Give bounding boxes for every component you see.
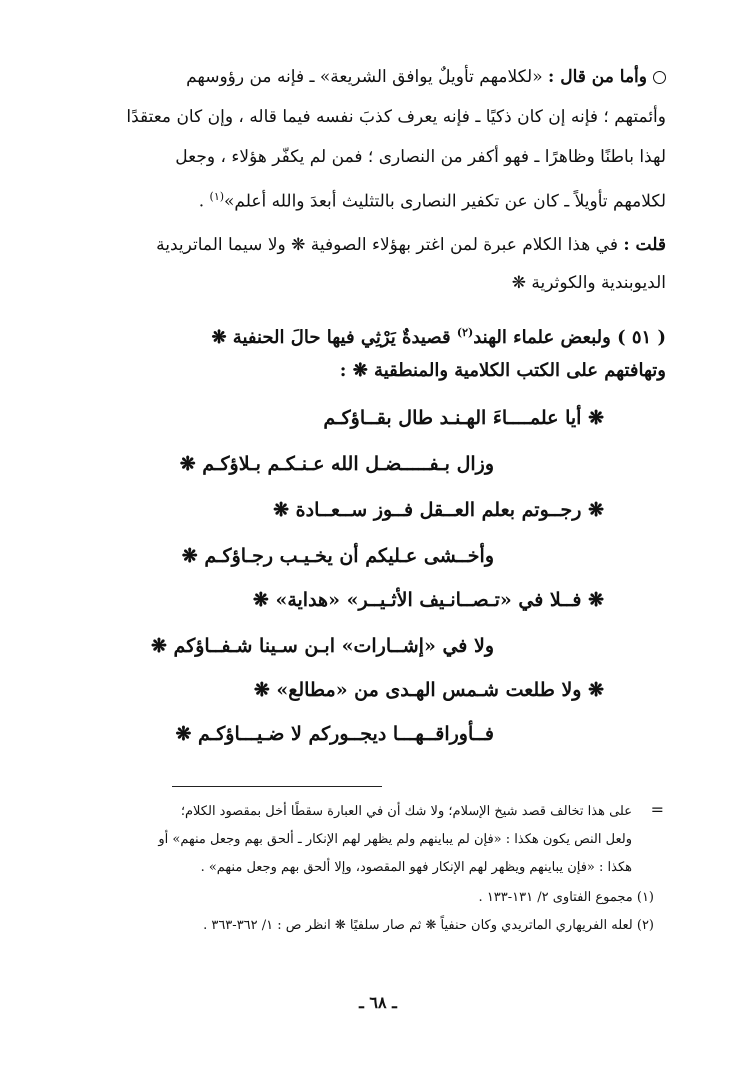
poem-verse-1: ❋ أيا علمــــاءَ الهـنـد طال بقــاؤكـم (323, 407, 604, 429)
paragraph-line-3: لهذا باطنًا وظاهرًا ـ فهو أكفر من النصارى ؛ فمن لم يكفّر هؤلاء ، وجعل (175, 147, 666, 167)
paragraph-line-2: وأئمتهم ؛ فإنه إن كان ذكيًا ـ فإنه يعرف كذبَ نفسه فيما قاله ، وإن كان معتقدًا (126, 107, 666, 127)
footnote-cont-line-1: على هذا تخالف قصد شيخ الإسلام؛ ولا شك أن في العبارة سقطًا أخل بمقصود الكلام؛ (180, 804, 632, 819)
poem-verse-3: ❋ رجــوتم بعلم العــقل فــوز ســعــادة ❋ (273, 499, 604, 521)
paragraph-line-1 (186, 62, 666, 92)
poem-verse-2: وزال بـفـــــضـل الله عـنـكـم بـلاؤكـم ❋ (179, 453, 494, 475)
footnote-1: (١) مجموع الفتاوى ٢/ ١٣١-١٣٣ . (478, 890, 654, 905)
footnote-ref-2: (٢) (456, 326, 474, 339)
poem-verse-6: ولا في «إشــارات» ابـن سـينا شـفــاؤكم ❋ (151, 635, 494, 657)
poem-verse-8: فــأوراقــهـــا ديجــوركم لا ضـيـــاؤكـم ❋ (175, 723, 494, 745)
poem-verse-4: وأخــشى عـليكم أن يخـيـب رجـاؤكـم ❋ (181, 545, 494, 567)
qult-text: في هذا الكلام عبرة لمن اغتر بهؤلاء الصوفية ❋ ولا سيما الماتريدية (156, 235, 624, 255)
line-text: «لكلامهم تأويلٌ يوافق الشريعة» ـ فإنه من رؤوسهم (186, 67, 543, 87)
line-text: لكلامهم تأويلاً ـ كان عن تكفير النصارى بالتثليث أبعدَ والله أعلم» (224, 191, 666, 212)
section-heading (211, 318, 666, 353)
footnote-2: (٢) لعله الفريهاري الماتريدي وكان حنفياً ❋ ثم صار سلفيًا ❋ انظر ص : ١/ ٣٦٢-٣٦٣ . (203, 918, 654, 933)
paragraph-line-4 (199, 182, 666, 217)
footnote-separator (172, 786, 382, 787)
poem-verse-5: ❋ فــلا في «تـصــانـيف الأثـيــر» «هداية» ❋ (252, 589, 604, 611)
lead-phrase: وأما من قال : (548, 67, 647, 87)
section-heading-rest: قصيدةٌ يَرْثِي فيها حالَ الحنفية ❋ (211, 327, 457, 348)
qult-line-2: الديوبندية والكوثرية ❋ (511, 273, 666, 293)
footnote-ref-1: (١) (209, 190, 225, 203)
qult-line-1 (156, 230, 666, 260)
footnote-cont-line-3: هكذا : «فإن يباينهم ويظهر لهم الإنكار فهو المقصود، وإلا ألحق بهم وجعل منهم» . (200, 860, 632, 875)
line-end: . (198, 191, 210, 212)
footnote-continuation-mark: = (650, 800, 664, 819)
qult-lead: قلت : (623, 235, 666, 255)
section-heading-text: ( ٥١ ) ولبعض علماء الهند (473, 327, 666, 348)
poem-verse-7: ❋ ولا طلعت شـمس الهـدى من «مطالع» ❋ (253, 679, 604, 701)
section-heading-line-2: وتهافتهم على الكتب الكلامية والمنطقية ❋ : (339, 360, 666, 381)
footnote-cont-line-2: ولعل النص يكون هكذا : «فإن لم يباينهم ولم يظهر لهم الإنكار ـ ألحق بهم وجعل منهم» أو (158, 832, 632, 847)
circle-bullet-icon (653, 71, 666, 84)
page-number: ـ ٦٨ ـ (359, 993, 397, 1012)
